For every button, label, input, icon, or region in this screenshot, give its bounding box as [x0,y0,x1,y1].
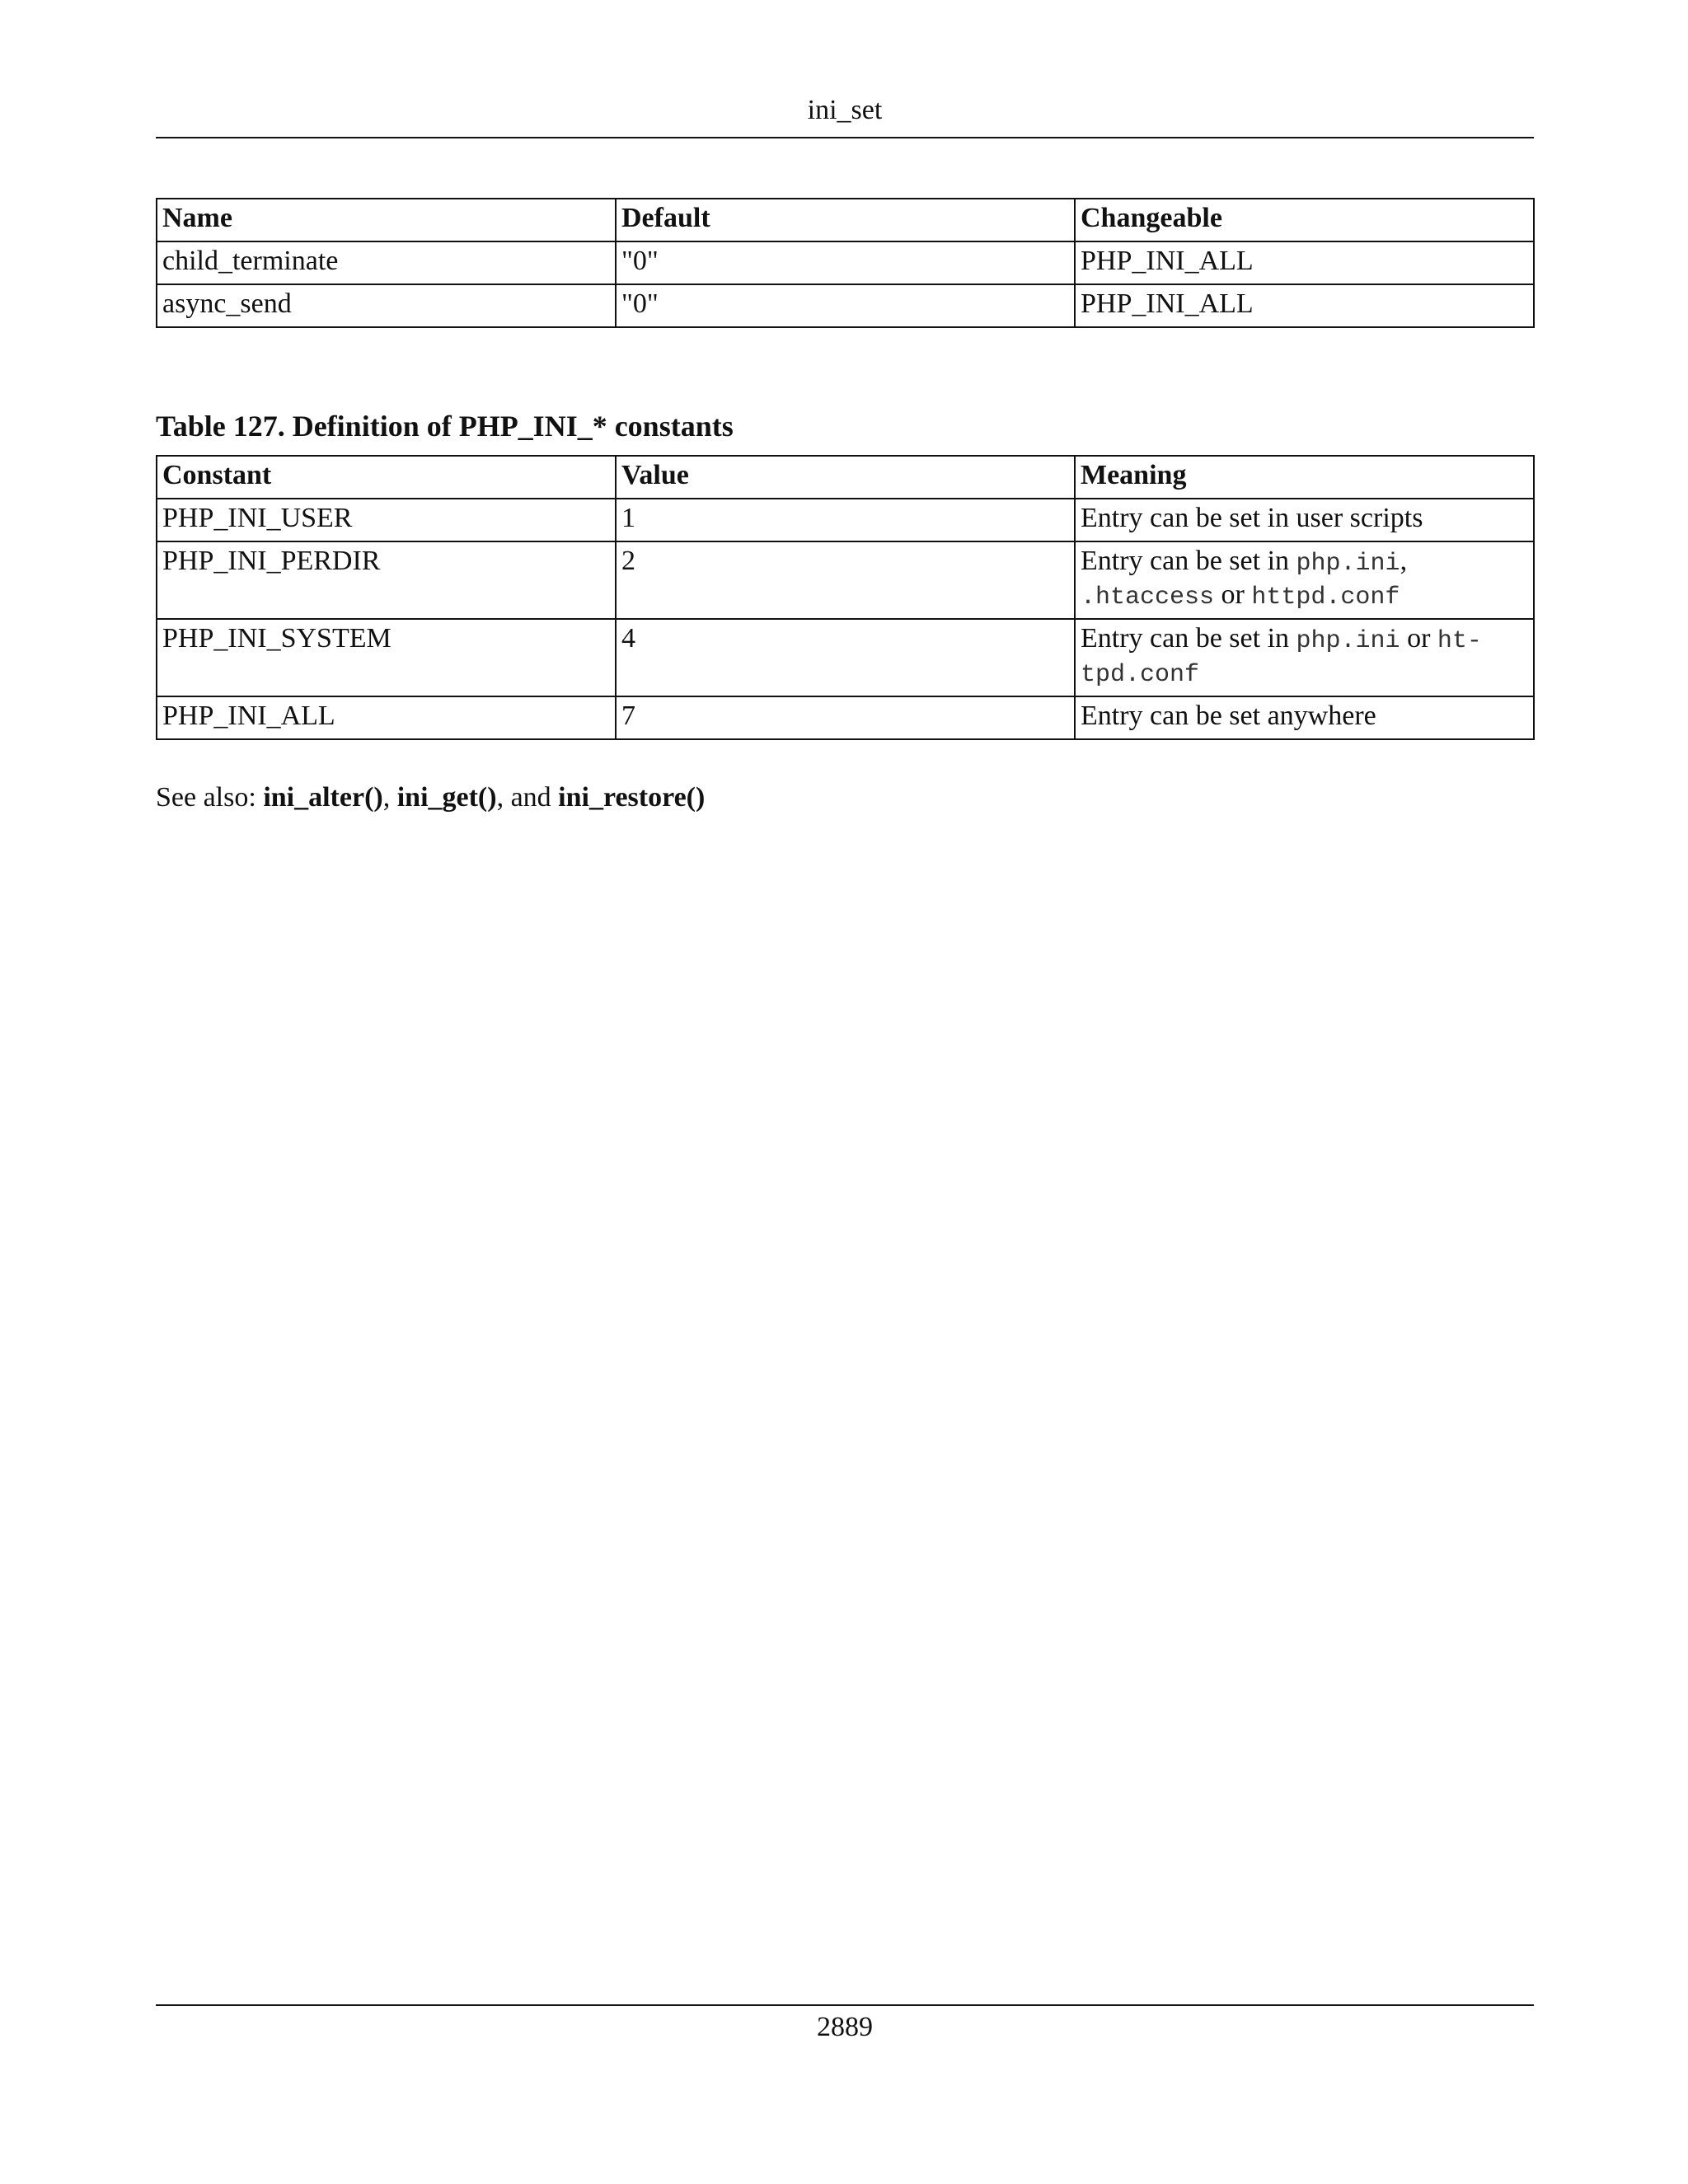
table-caption: Table 127. Definition of PHP_INI_* constants [156,410,734,443]
option-default-cell: "0" [616,284,1075,327]
option-default-cell: "0" [616,241,1075,284]
table-row [157,499,1534,541]
value-cell: 4 [616,619,1075,696]
column-header-value: Value [616,456,1075,499]
running-header: ini_set [807,95,883,125]
column-header-name: Name [157,199,616,241]
footer-rule [156,2004,1534,2006]
constant-cell: PHP_INI_PERDIR [157,541,616,619]
meaning-cell [1075,619,1534,696]
meaning-text: Entry can be set in [1081,546,1296,576]
see-also-separator: , and [496,782,559,813]
meaning-text: or [1214,579,1252,610]
filename-code: php.ini [1296,627,1400,655]
see-also [156,780,705,816]
ini-get-link[interactable]: ini_get() [396,782,497,813]
table-row [157,619,1534,696]
see-also-prefix: See also: [156,782,264,813]
value-cell: 1 [616,499,1075,541]
header-rule [156,137,1534,138]
table-row [157,241,1534,284]
meaning-text: or [1400,623,1437,654]
filename-code: .htaccess [1081,583,1215,612]
meaning-cell: Entry can be set anywhere [1075,696,1534,739]
value-cell: 2 [616,541,1075,619]
column-header-changeable: Changeable [1075,199,1534,241]
filename-code: ht-tpd.conf [1081,627,1482,689]
ini-options-table [156,198,1535,328]
table-row [157,541,1534,619]
page-number: 2889 [817,2012,873,2042]
constants-table [156,455,1535,740]
column-header-meaning: Meaning [1075,456,1534,499]
option-name-cell: async_send [157,284,616,327]
filename-code: php.ini [1296,550,1400,578]
option-name-cell: child_terminate [157,241,616,284]
constant-cell: PHP_INI_ALL [157,696,616,739]
option-changeable-cell: PHP_INI_ALL [1075,284,1534,327]
option-changeable-cell: PHP_INI_ALL [1075,241,1534,284]
ini-alter-link[interactable]: ini_alter() [263,782,383,813]
filename-code: httpd.conf [1251,583,1400,612]
value-cell: 7 [616,696,1075,739]
constant-cell: PHP_INI_SYSTEM [157,619,616,696]
constant-cell: PHP_INI_USER [157,499,616,541]
meaning-cell [1075,541,1534,619]
table-header-row [157,456,1534,499]
see-also-separator: , [382,782,397,813]
column-header-default: Default [616,199,1075,241]
meaning-text: Entry can be set in [1081,623,1296,654]
table-row [157,696,1534,739]
meaning-cell: Entry can be set in user scripts [1075,499,1534,541]
meaning-text: , [1400,546,1408,576]
ini-restore-link[interactable]: ini_restore() [558,782,706,813]
table-row [157,284,1534,327]
table-header-row [157,199,1534,241]
column-header-constant: Constant [157,456,616,499]
